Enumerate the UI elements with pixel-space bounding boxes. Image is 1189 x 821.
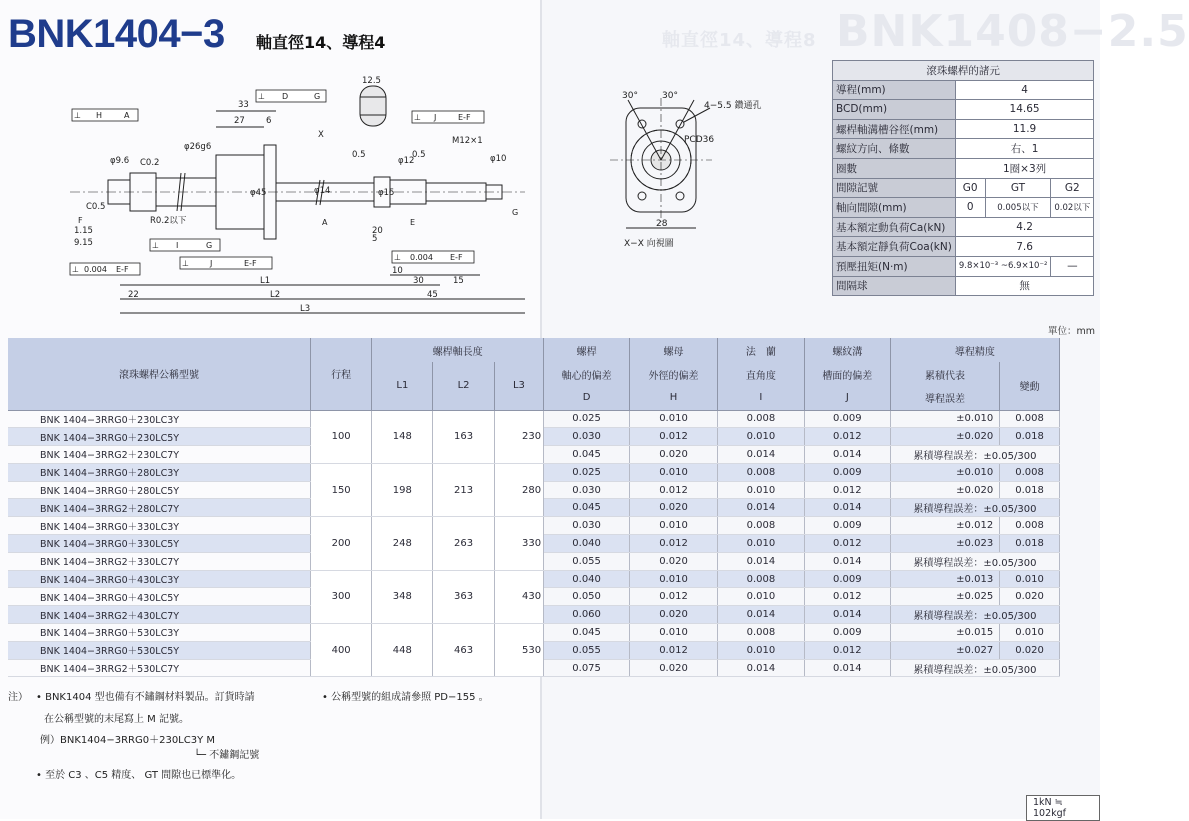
spec-label-spacer: 間隔球 [833, 276, 956, 296]
cell-stroke: 400 [311, 624, 372, 677]
ghost-subtitle: 軸直徑14、導程8 [662, 30, 817, 51]
cell-variation: 0.018 [1000, 535, 1060, 553]
cell-d: 0.075 [544, 659, 630, 677]
tol-j2-ref: E-F [244, 259, 257, 268]
cell-model: BNK 1404−3RRG0＋530LC5Y [8, 641, 311, 659]
cell-variation: 0.018 [1000, 428, 1060, 446]
tol-j1-val: J [434, 113, 437, 122]
dim-L3: L3 [300, 304, 311, 314]
view-caption: X−X 向視圖 [624, 239, 674, 249]
dia-12: φ12 [398, 156, 415, 166]
tol-004b-sym: ⊥ [72, 265, 79, 274]
chamfer-c05: C0.5 [86, 202, 106, 212]
spec-axial-g0: 0 [955, 198, 985, 218]
cell-h: 0.010 [630, 624, 718, 642]
spec-label-lead: 導程(mm) [833, 80, 956, 100]
tol-j1-ref: E-F [458, 113, 471, 122]
note-prefix: 注） [8, 692, 28, 703]
cell-j: 0.012 [804, 535, 890, 553]
cell-d: 0.030 [544, 517, 630, 535]
spec-title: 滾珠螺桿的諸元 [833, 61, 1094, 81]
cell-variation: 0.008 [1000, 463, 1060, 481]
dim-12-5: 12.5 [362, 76, 381, 86]
cell-accuracy: ±0.023 [890, 535, 999, 553]
tol-i-sym: ⊥ [152, 241, 159, 250]
cell-accuracy: ±0.025 [890, 588, 999, 606]
view-angle-b: 30° [662, 91, 678, 101]
dia-10: φ10 [490, 154, 507, 164]
cell-l3: 330 [494, 517, 543, 570]
cell-d: 0.030 [544, 481, 630, 499]
dim-20: 20 [372, 226, 383, 236]
cell-j: 0.014 [804, 659, 890, 677]
dia-45: φ45 [250, 188, 267, 198]
tol-004b-val: 0.004 [84, 265, 107, 274]
spec-value-root-dia: 11.9 [955, 119, 1093, 139]
view-pcd: PCD36 [684, 135, 715, 145]
spec-label-axial: 軸向間隙(mm) [833, 198, 956, 218]
note-example-mark: └─ 不鏽鋼記號 [194, 750, 260, 761]
view-hole-label: 4−5.5 鑽通孔 [704, 101, 762, 111]
cell-model: BNK 1404−3RRG2＋280LC7Y [8, 499, 311, 517]
tol-004a-sym: ⊥ [394, 253, 401, 262]
cell-model: BNK 1404−3RRG0＋230LC5Y [8, 428, 311, 446]
cell-d: 0.025 [544, 410, 630, 428]
col-screw-code: D [544, 386, 630, 410]
spec-label-static-load: 基本額定靜負荷Coa(kN) [833, 237, 956, 257]
cell-j: 0.012 [804, 481, 890, 499]
dim-L2: L2 [270, 290, 281, 300]
cell-l3: 230 [494, 410, 543, 463]
table-row [8, 570, 1060, 588]
cell-l3: 430 [494, 570, 543, 623]
dim-L1: L1 [260, 276, 271, 286]
col-flange-sub: 直角度 [717, 362, 804, 386]
cell-l2: 213 [433, 463, 494, 516]
col-variation: 變動 [1000, 362, 1060, 410]
spec-clearance-gt: GT [985, 178, 1051, 198]
tol-004a-ref: E-F [450, 253, 463, 262]
cell-j: 0.009 [804, 410, 890, 428]
cell-accuracy: ±0.027 [890, 641, 999, 659]
cell-variation: 0.010 [1000, 624, 1060, 642]
cell-h: 0.012 [630, 428, 718, 446]
radius-r02: R0.2以下 [150, 216, 187, 226]
spec-value-static-load: 7.6 [955, 237, 1093, 257]
cell-i: 0.008 [717, 517, 804, 535]
dia-15: φ15 [378, 188, 395, 198]
cell-i: 0.008 [717, 463, 804, 481]
cell-accuracy: ±0.015 [890, 624, 999, 642]
cell-i: 0.008 [717, 410, 804, 428]
dim-0-5b: 0.5 [412, 150, 426, 160]
tol-j2-sym: ⊥ [182, 259, 189, 268]
table-row [8, 517, 1060, 535]
model-table [8, 338, 1060, 677]
cell-i: 0.014 [717, 606, 804, 624]
cell-model: BNK 1404−3RRG2＋330LC7Y [8, 552, 311, 570]
spec-label-root-dia: 螺桿軸溝槽谷徑(mm) [833, 119, 956, 139]
cell-accuracy: 累積導程誤差：±0.05/300 [890, 446, 1059, 464]
dia-9-6: φ9.6 [110, 156, 130, 166]
cell-j: 0.012 [804, 428, 890, 446]
cell-i: 0.010 [717, 535, 804, 553]
col-thread-sub: 槽面的偏差 [804, 362, 890, 386]
datum-g: G [512, 208, 519, 217]
cell-model: BNK 1404−3RRG0＋330LC3Y [8, 517, 311, 535]
dim-0-5a: 0.5 [352, 150, 366, 160]
col-l3: L3 [494, 362, 543, 410]
col-model: 滾珠螺桿公稱型號 [8, 338, 311, 410]
cell-model: BNK 1404−3RRG2＋530LC7Y [8, 659, 311, 677]
col-nut-sub: 外徑的偏差 [630, 362, 718, 386]
cell-model: BNK 1404−3RRG0＋280LC3Y [8, 463, 311, 481]
cell-l1: 448 [372, 624, 433, 677]
cell-j: 0.014 [804, 499, 890, 517]
spec-value-thread-dir: 右、1 [955, 139, 1093, 159]
cell-j: 0.009 [804, 624, 890, 642]
tol-004a-val: 0.004 [410, 253, 433, 262]
cell-h: 0.012 [630, 588, 718, 606]
cell-j: 0.009 [804, 517, 890, 535]
cell-j: 0.012 [804, 588, 890, 606]
cell-accuracy: ±0.010 [890, 410, 999, 428]
cell-accuracy: 累積導程誤差：±0.05/300 [890, 606, 1059, 624]
spec-value-dynamic-load: 4.2 [955, 217, 1093, 237]
tol-i-ref: G [206, 241, 213, 250]
unit-conversion: 1kN ≒ 102kgf [1026, 795, 1100, 821]
dim-6: 6 [266, 116, 272, 126]
cell-l3: 530 [494, 624, 543, 677]
dim-45: 45 [427, 290, 438, 300]
cell-h: 0.020 [630, 659, 718, 677]
cell-i: 0.008 [717, 570, 804, 588]
cell-j: 0.014 [804, 606, 890, 624]
cell-j: 0.009 [804, 463, 890, 481]
cell-d: 0.050 [544, 588, 630, 606]
cell-j: 0.014 [804, 446, 890, 464]
spec-value-preload: 9.8×10⁻³ ~6.9×10⁻² [955, 256, 1051, 276]
spec-clearance-g2: G2 [1051, 178, 1094, 198]
note-example: 例）BNK1404−3RRG0＋230LC3Y M [40, 735, 216, 746]
cell-accuracy: ±0.010 [890, 463, 999, 481]
col-flange-code: I [717, 386, 804, 410]
note-stainless-1: • BNK1404 型也備有不鏽鋼材料製品。訂貨時請 [36, 692, 255, 703]
dia-14: φ14 [314, 186, 331, 196]
note-model-reference: • 公稱型號的組成請參照 PD−155 。 [322, 692, 489, 703]
cell-stroke: 300 [311, 570, 372, 623]
cell-h: 0.020 [630, 606, 718, 624]
spec-label-bcd: BCD(mm) [833, 100, 956, 120]
cell-variation: 0.010 [1000, 570, 1060, 588]
tol-004b-ref: E-F [116, 265, 129, 274]
spec-value-spacer: 無 [955, 276, 1093, 296]
cell-variation: 0.008 [1000, 410, 1060, 428]
spec-label-thread-dir: 螺紋方向、條數 [833, 139, 956, 159]
tol-j2-val: J [210, 259, 213, 268]
cell-h: 0.010 [630, 410, 718, 428]
col-thread-code: J [804, 386, 890, 410]
shaft-drawing [60, 76, 530, 320]
cell-i: 0.010 [717, 641, 804, 659]
table-row [8, 410, 1060, 428]
note-stainless-2: 在公稱型號的末尾寫上 M 記號。 [44, 714, 189, 725]
col-thread: 螺紋溝 [804, 338, 890, 362]
spec-value-lead: 4 [955, 80, 1093, 100]
cell-model: BNK 1404−3RRG2＋230LC7Y [8, 446, 311, 464]
cell-accuracy: ±0.020 [890, 428, 999, 446]
tol-h-val: H [96, 111, 103, 120]
spec-label-preload: 預壓扭矩(N·m) [833, 256, 956, 276]
cell-model: BNK 1404−3RRG0＋230LC3Y [8, 410, 311, 428]
cell-accuracy: ±0.012 [890, 517, 999, 535]
flange-view-drawing [600, 88, 830, 263]
tol-h-ref: A [124, 111, 130, 120]
spec-value-bcd: 14.65 [955, 100, 1093, 120]
dim-1-15: 1.15 [74, 226, 93, 236]
col-shaft-length: 螺桿軸長度 [372, 338, 544, 362]
cell-model: BNK 1404−3RRG0＋430LC5Y [8, 588, 311, 606]
cell-variation: 0.020 [1000, 641, 1060, 659]
spec-table [832, 60, 1094, 296]
cell-model: BNK 1404−3RRG0＋530LC3Y [8, 624, 311, 642]
spec-value-preload-dash: — [1051, 256, 1094, 276]
cell-i: 0.014 [717, 552, 804, 570]
cell-j: 0.009 [804, 570, 890, 588]
cell-model: BNK 1404−3RRG0＋330LC5Y [8, 535, 311, 553]
cell-l2: 463 [433, 624, 494, 677]
cell-model: BNK 1404−3RRG0＋430LC3Y [8, 570, 311, 588]
cell-i: 0.014 [717, 499, 804, 517]
cell-j: 0.014 [804, 552, 890, 570]
chamfer-c02: C0.2 [140, 158, 160, 168]
tol-d-ref: G [314, 92, 321, 101]
cell-h: 0.020 [630, 446, 718, 464]
cell-d: 0.045 [544, 499, 630, 517]
col-nut: 螺母 [630, 338, 718, 362]
thread-m12: M12×1 [452, 136, 483, 146]
unit-label: 單位：mm [1048, 326, 1096, 337]
spec-value-turns: 1圈×3列 [955, 158, 1093, 178]
table-row [8, 624, 1060, 642]
ghost-title: BNK1408−2.5 [836, 6, 1189, 57]
cell-i: 0.014 [717, 446, 804, 464]
cell-d: 0.045 [544, 624, 630, 642]
col-nut-code: H [630, 386, 718, 410]
dim-33: 33 [238, 100, 249, 110]
dim-15: 15 [453, 276, 464, 286]
col-cum2: 導程誤差 [890, 386, 999, 410]
cell-variation: 0.020 [1000, 588, 1060, 606]
cell-h: 0.012 [630, 481, 718, 499]
cell-variation: 0.018 [1000, 481, 1060, 499]
cell-l1: 248 [372, 517, 433, 570]
tol-d-sym: ⊥ [258, 92, 265, 101]
cell-l1: 148 [372, 410, 433, 463]
cell-d: 0.025 [544, 463, 630, 481]
cell-h: 0.020 [630, 499, 718, 517]
view-angle-a: 30° [622, 91, 638, 101]
col-stroke: 行程 [311, 338, 372, 410]
dim-5: 5 [372, 234, 378, 244]
cell-stroke: 100 [311, 410, 372, 463]
cell-l2: 163 [433, 410, 494, 463]
cell-h: 0.010 [630, 463, 718, 481]
col-accuracy: 導程精度 [890, 338, 1059, 362]
datum-e: E [410, 218, 416, 227]
page-subtitle: 軸直徑14、導程4 [256, 33, 386, 52]
col-flange: 法 蘭 [717, 338, 804, 362]
spec-label-dynamic-load: 基本額定動負荷Ca(kN) [833, 217, 956, 237]
cell-stroke: 150 [311, 463, 372, 516]
dim-9-15: 9.15 [74, 238, 93, 248]
cell-accuracy: ±0.020 [890, 481, 999, 499]
cell-i: 0.014 [717, 659, 804, 677]
tol-d-val: D [282, 92, 289, 101]
cell-d: 0.055 [544, 641, 630, 659]
spec-axial-gt: 0.005以下 [985, 198, 1051, 218]
cell-model: BNK 1404−3RRG2＋430LC7Y [8, 606, 311, 624]
col-l2: L2 [433, 362, 494, 410]
cell-accuracy: 累積導程誤差：±0.05/300 [890, 499, 1059, 517]
cell-i: 0.008 [717, 624, 804, 642]
cell-d: 0.045 [544, 446, 630, 464]
dim-27: 27 [234, 116, 245, 126]
col-screw-sub: 軸心的偏差 [544, 362, 630, 386]
cell-d: 0.055 [544, 552, 630, 570]
tol-j1-sym: ⊥ [414, 113, 421, 122]
view-width: 28 [656, 219, 668, 229]
spec-label-clearance: 間隙記號 [833, 178, 956, 198]
cell-variation: 0.008 [1000, 517, 1060, 535]
spec-axial-g2: 0.02以下 [1051, 198, 1094, 218]
page-title: BNK1404−3 [8, 12, 225, 56]
tol-h-sym: ⊥ [74, 111, 81, 120]
cell-i: 0.010 [717, 588, 804, 606]
cell-h: 0.012 [630, 535, 718, 553]
cell-l2: 263 [433, 517, 494, 570]
col-cum: 累積代表 [890, 362, 999, 386]
cell-d: 0.030 [544, 428, 630, 446]
cell-j: 0.012 [804, 641, 890, 659]
col-l1: L1 [372, 362, 433, 410]
table-row [8, 463, 1060, 481]
cell-l1: 348 [372, 570, 433, 623]
cell-stroke: 200 [311, 517, 372, 570]
dia-26g6: φ26g6 [184, 142, 212, 152]
note-standardized: • 至於 C3 、C5 精度、 GT 間隙也已標準化。 [36, 770, 242, 781]
col-screw: 螺桿 [544, 338, 630, 362]
cell-accuracy: ±0.013 [890, 570, 999, 588]
dim-10: 10 [392, 266, 403, 276]
cell-accuracy: 累積導程誤差：±0.05/300 [890, 552, 1059, 570]
cell-accuracy: 累積導程誤差：±0.05/300 [890, 659, 1059, 677]
cell-d: 0.040 [544, 570, 630, 588]
cell-i: 0.010 [717, 481, 804, 499]
datum-f: F [78, 216, 83, 225]
cell-h: 0.010 [630, 570, 718, 588]
cell-l1: 198 [372, 463, 433, 516]
cell-l2: 363 [433, 570, 494, 623]
cell-i: 0.010 [717, 428, 804, 446]
cell-h: 0.012 [630, 641, 718, 659]
spec-label-turns: 圈數 [833, 158, 956, 178]
datum-a: A [322, 218, 328, 227]
cell-h: 0.010 [630, 517, 718, 535]
cell-model: BNK 1404−3RRG0＋280LC5Y [8, 481, 311, 499]
spec-clearance-g0: G0 [955, 178, 985, 198]
tol-i-val: I [176, 241, 179, 250]
cell-l3: 280 [494, 463, 543, 516]
section-x: X [318, 130, 324, 140]
dim-22: 22 [128, 290, 139, 300]
cell-d: 0.060 [544, 606, 630, 624]
dim-30: 30 [413, 276, 424, 286]
cell-d: 0.040 [544, 535, 630, 553]
cell-h: 0.020 [630, 552, 718, 570]
